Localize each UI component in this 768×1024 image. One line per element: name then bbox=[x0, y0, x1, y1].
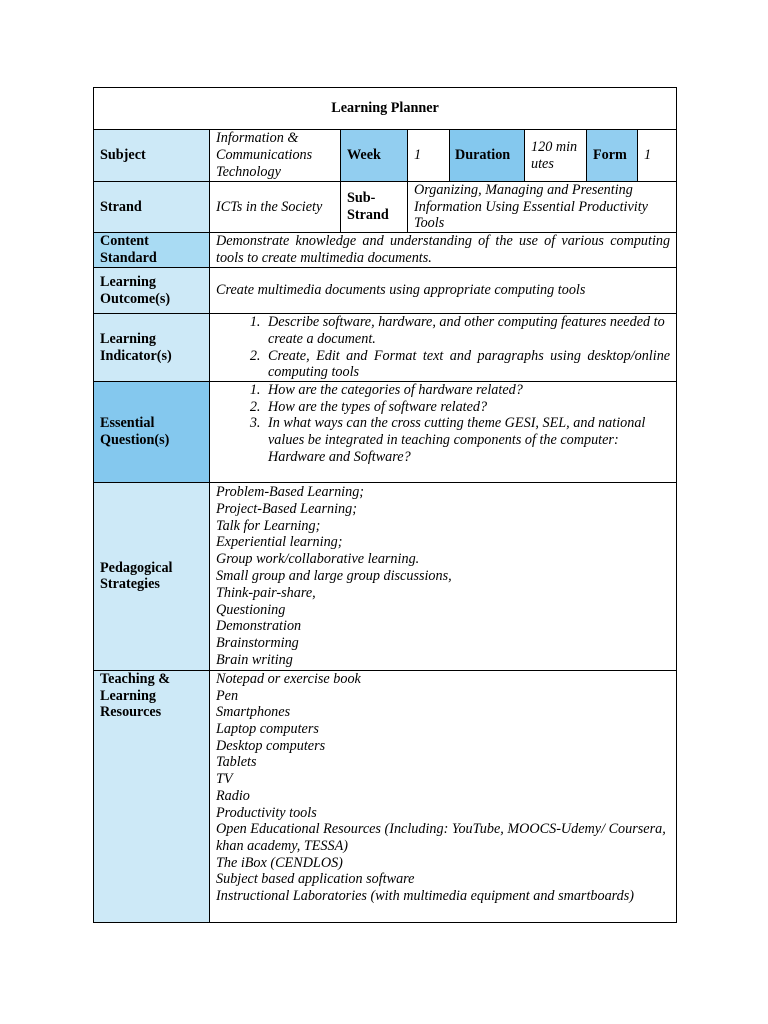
essential-questions-list bbox=[216, 382, 670, 466]
list-item: 1. How are the categories of hardware related? bbox=[264, 382, 670, 399]
learning-indicators-cell bbox=[210, 314, 677, 382]
content-standard-value: Demonstrate knowledge and understanding of the use of various computing tools to create multimedia documents. bbox=[210, 233, 677, 268]
list-item: TV bbox=[216, 771, 233, 788]
learning-outcome-value: Create multimedia documents using appropriate computing tools bbox=[210, 268, 677, 314]
pedagogical-strategies-label: Pedagogical Strategies bbox=[94, 482, 210, 670]
list-item: Small group and large group discussions, bbox=[216, 567, 452, 584]
list-item: Laptop computers bbox=[216, 721, 319, 738]
learning-outcome-label: Learning Outcome(s) bbox=[94, 268, 210, 314]
list-item: Open Educational Resources (Including: YouTube, MOOCS-Udemy/ Coursera, khan academy, TESSA) bbox=[216, 821, 666, 854]
list-item: Subject based application software bbox=[216, 871, 415, 888]
strand-value: ICTs in the Society bbox=[210, 182, 341, 233]
form-value: 1 bbox=[638, 130, 677, 182]
form-label: Form bbox=[587, 130, 638, 182]
teaching-resources-cell bbox=[210, 670, 677, 922]
learning-outcome-row bbox=[94, 268, 677, 314]
strand-row bbox=[94, 182, 677, 233]
teaching-resources-row bbox=[94, 670, 677, 922]
essential-questions-label: Essential Question(s) bbox=[94, 381, 210, 482]
list-item: Project-Based Learning; bbox=[216, 500, 357, 517]
teaching-resources-label: Teaching & Learning Resources bbox=[94, 670, 210, 922]
learning-indicators-row bbox=[94, 314, 677, 382]
strand-label: Strand bbox=[94, 182, 210, 233]
list-item: Experiential learning; bbox=[216, 534, 343, 551]
list-item: Brainstorming bbox=[216, 635, 299, 652]
subject-label: Subject bbox=[94, 130, 210, 182]
week-value: 1 bbox=[408, 130, 450, 182]
list-item: Instructional Laboratories (with multimedia equipment and smartboards) bbox=[216, 888, 635, 905]
essential-questions-cell bbox=[210, 381, 677, 482]
content-standard-label: Content Standard bbox=[94, 233, 210, 268]
list-item: Questioning bbox=[216, 601, 286, 618]
learning-planner-table bbox=[93, 87, 677, 923]
list-item: Radio bbox=[216, 787, 250, 804]
duration-value: 120 minutes bbox=[525, 130, 587, 182]
learning-indicators-label: Learning Indicator(s) bbox=[94, 314, 210, 382]
list-item: 2. Create, Edit and Format text and paragraphs using desktop/online computing tools bbox=[264, 348, 670, 381]
list-item: Talk for Learning; bbox=[216, 517, 321, 534]
list-item: The iBox (CENDLOS) bbox=[216, 854, 343, 871]
substrand-value: Organizing, Managing and Presenting Information Using Essential Productivity Tools bbox=[408, 182, 677, 233]
week-label: Week bbox=[341, 130, 408, 182]
subject-value: Information & Communications Technology bbox=[210, 130, 341, 182]
pedagogical-strategies-cell bbox=[210, 482, 677, 670]
list-item: 3. In what ways can the cross cutting theme GESI, SEL, and national values be integrated in teaching components of the computer: Hardware and Software? bbox=[264, 415, 670, 465]
page-title: Learning Planner bbox=[94, 88, 677, 130]
list-item: Demonstration bbox=[216, 618, 302, 635]
list-item: Pen bbox=[216, 687, 239, 704]
list-item: Productivity tools bbox=[216, 804, 317, 821]
list-item: 2. How are the types of software related? bbox=[264, 399, 670, 416]
subject-row bbox=[94, 130, 677, 182]
substrand-label: Sub-Strand bbox=[341, 182, 408, 233]
list-item: Group work/collaborative learning. bbox=[216, 551, 420, 568]
list-item: Smartphones bbox=[216, 704, 291, 721]
list-item: Tablets bbox=[216, 754, 257, 771]
list-item: Desktop computers bbox=[216, 737, 326, 754]
list-item: Problem-Based Learning; bbox=[216, 483, 365, 500]
learning-indicators-list bbox=[216, 314, 670, 381]
essential-questions-row bbox=[94, 381, 677, 482]
duration-label: Duration bbox=[450, 130, 525, 182]
list-item: 1. Describe software, hardware, and other computing features needed to create a document. bbox=[264, 314, 670, 347]
list-item: Think-pair-share, bbox=[216, 584, 316, 601]
content-standard-row bbox=[94, 233, 677, 268]
pedagogical-strategies-row bbox=[94, 482, 677, 670]
list-item: Brain writing bbox=[216, 651, 293, 668]
list-item: Notepad or exercise book bbox=[216, 670, 361, 687]
